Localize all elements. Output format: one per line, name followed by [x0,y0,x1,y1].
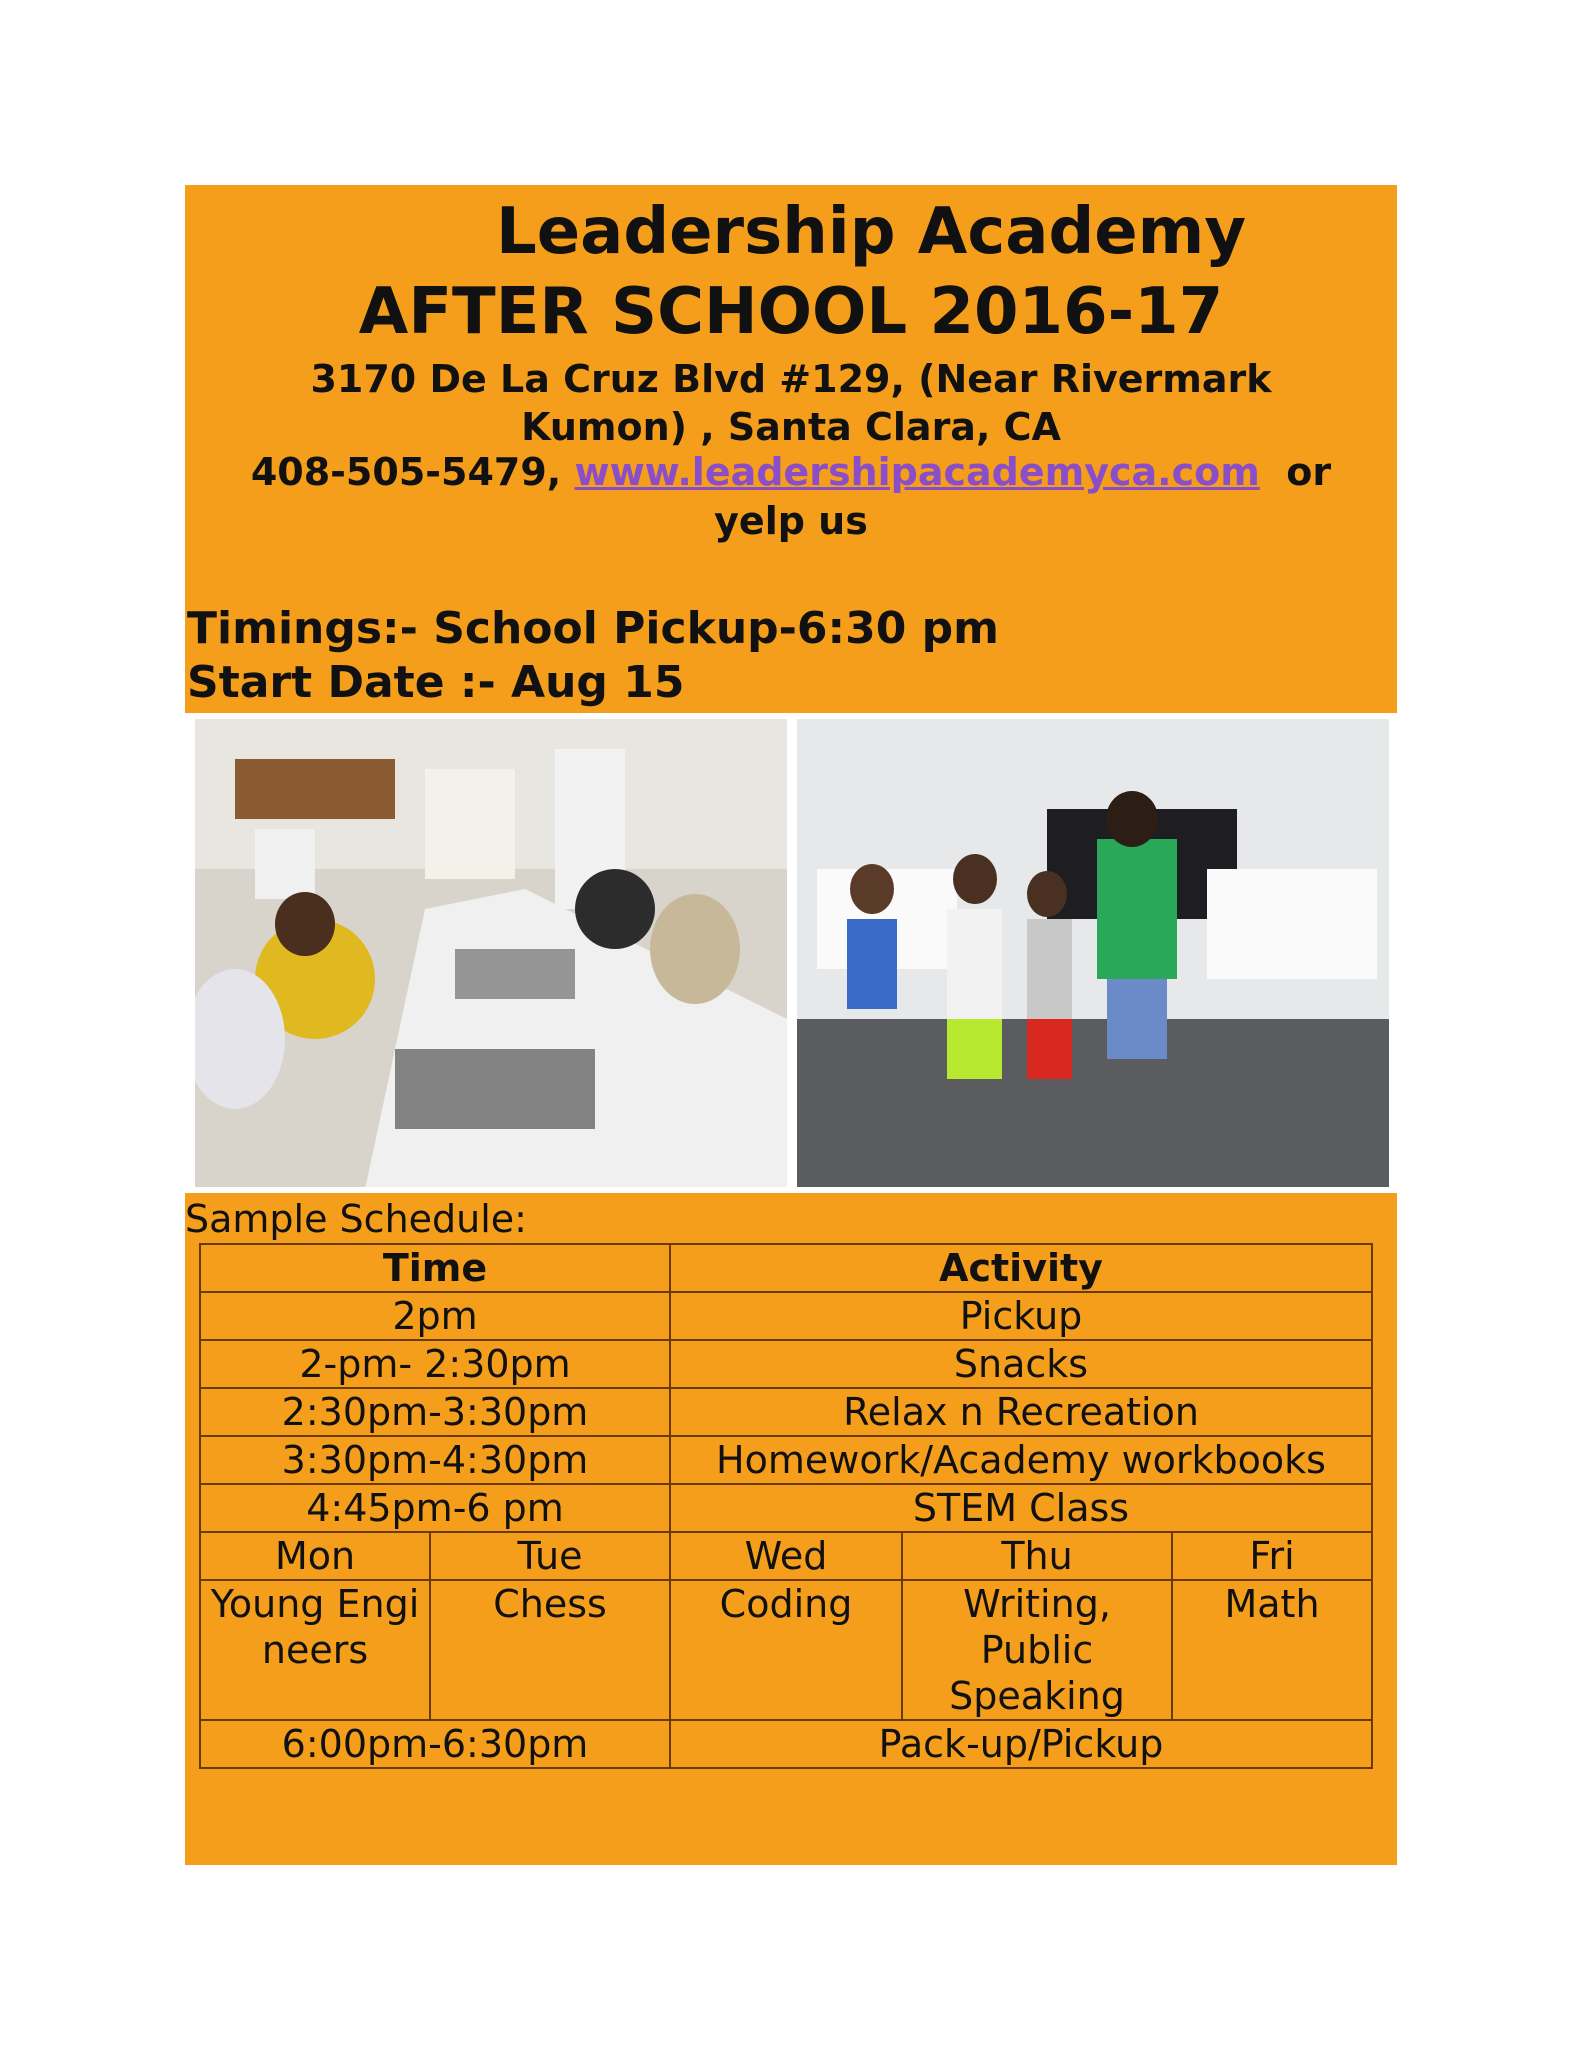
activity-cell: Pickup [670,1292,1372,1340]
or-text: or [1286,450,1332,494]
class-tue: Chess [430,1580,670,1720]
website-link[interactable]: www.leadershipacademyca.com [574,450,1260,494]
class-wed: Coding [670,1580,902,1720]
title: Leadership Academy [495,195,1247,269]
time-cell: 2:30pm-3:30pm [200,1388,670,1436]
address-line2: Kumon) , Santa Clara, CA [521,405,1061,449]
day-wed: Wed [670,1532,902,1580]
class-thu: Writing, Public Speaking [902,1580,1172,1720]
flyer [185,185,1397,1865]
class-mon: Young Engineers [200,1580,430,1720]
day-thu: Thu [902,1532,1172,1580]
time-cell: 4:45pm-6 pm [200,1484,670,1532]
activity-cell: Pack-up/Pickup [670,1720,1372,1768]
day-tue: Tue [430,1532,670,1580]
address [185,355,1397,451]
phone-number: 408-505-5479, [250,450,562,494]
photo-strip [185,713,1397,1193]
activity-cell: Homework/Academy workbooks [670,1436,1372,1484]
time-cell: 6:00pm-6:30pm [200,1720,670,1768]
subtitle: AFTER SCHOOL 2016-17 [358,275,1224,349]
day-mon: Mon [200,1532,430,1580]
activity-cell: Snacks [670,1340,1372,1388]
activity-cell: Relax n Recreation [670,1388,1372,1436]
table-row [200,1436,1372,1484]
schedule-header-row [200,1244,1372,1292]
schedule-label: Sample Schedule: [185,1197,527,1241]
address-line1: 3170 De La Cruz Blvd #129, (Near Rivermark [310,357,1272,401]
stem-class-photo [797,719,1389,1187]
table-row [200,1340,1372,1388]
table-row [200,1484,1372,1532]
day-fri: Fri [1172,1532,1372,1580]
class-fri: Math [1172,1580,1372,1720]
classes-row [200,1580,1372,1720]
schedule-table [199,1243,1373,1769]
time-header: Time [200,1244,670,1292]
table-row [200,1292,1372,1340]
days-row [200,1532,1372,1580]
timings: Timings:- School Pickup-6:30 pm [187,603,1000,654]
activity-cell: STEM Class [670,1484,1372,1532]
start-date: Start Date :- Aug 15 [187,657,685,708]
time-cell: 2pm [200,1292,670,1340]
time-cell: 2-pm- 2:30pm [200,1340,670,1388]
chess-class-photo [195,719,787,1187]
yelp-text: yelp us [714,499,868,543]
activity-header: Activity [670,1244,1372,1292]
table-row [200,1388,1372,1436]
contact-line [185,450,1397,494]
table-row [200,1720,1372,1768]
time-cell: 3:30pm-4:30pm [200,1436,670,1484]
